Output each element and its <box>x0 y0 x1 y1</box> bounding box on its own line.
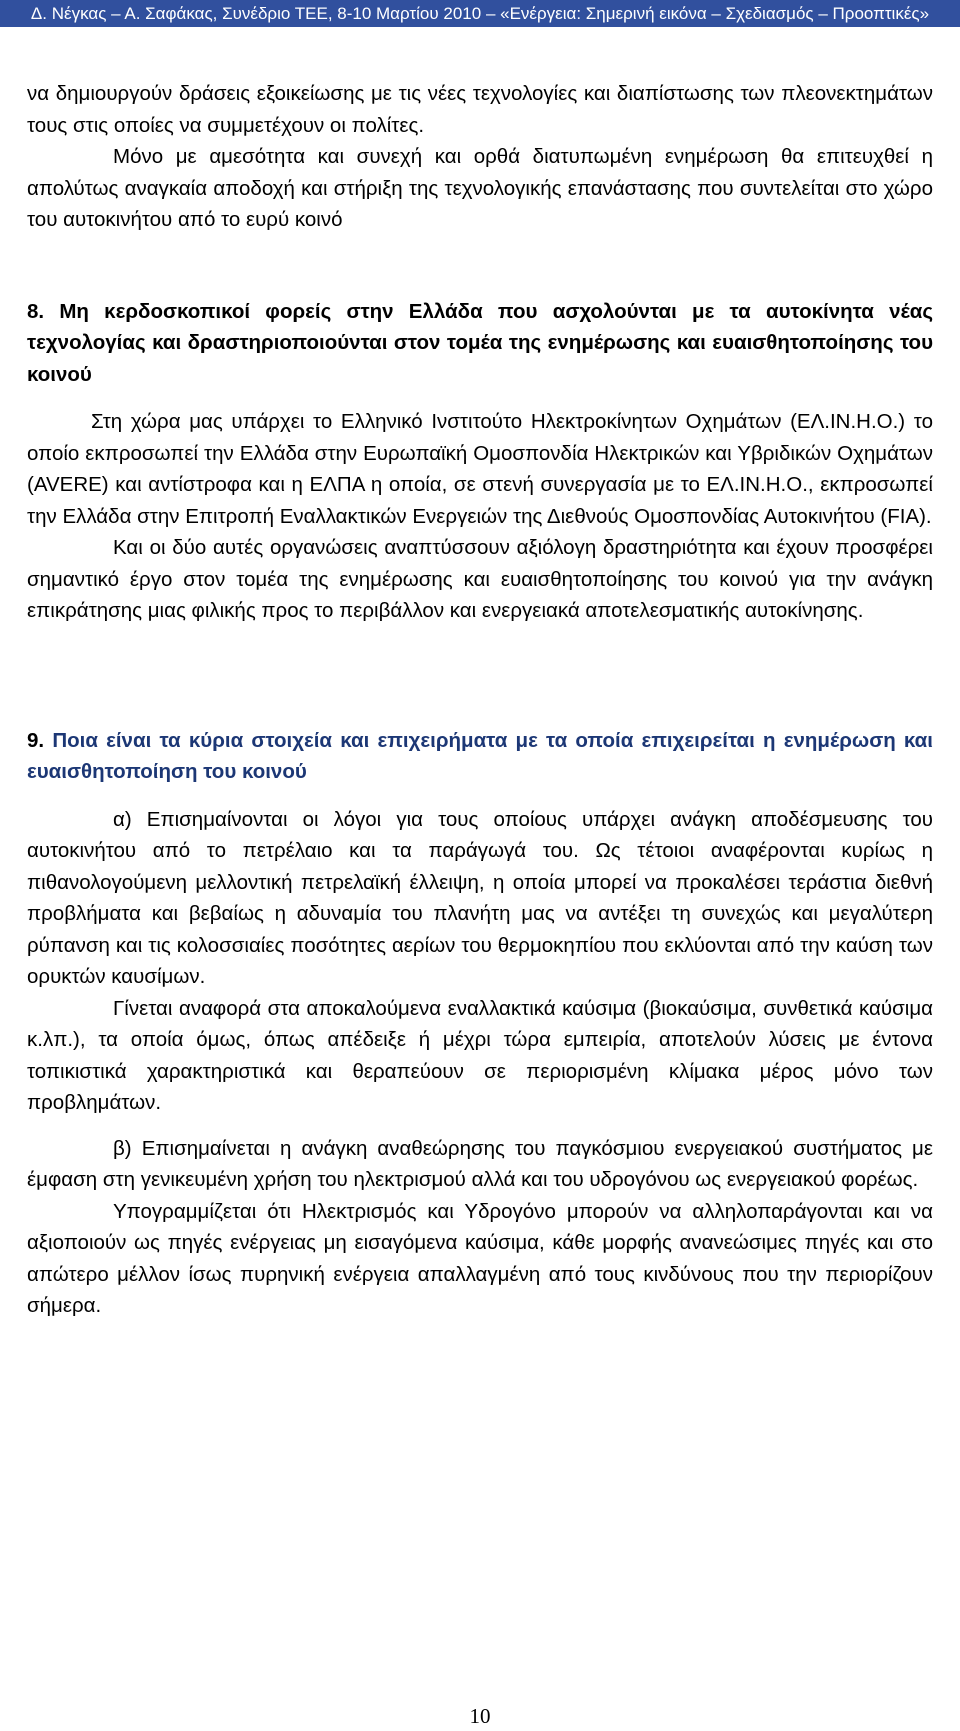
section-9-heading <box>27 725 933 788</box>
running-header <box>0 0 960 27</box>
section-9-number: 9. <box>27 728 45 752</box>
section-8-heading: 8. Μη κερδοσκοπικοί φορείς στην Ελλάδα που ασχολούνται με τα αυτοκίνητα νέας τεχνολογίας και δραστηριοποιούνται στον τομέα της ενημέρωσης και ευαισθητοποίησης του κοινού <box>27 299 933 386</box>
section-9-paragraph-b2: Υπογραμμίζεται ότι Ηλεκτρισμός και Υδρογόνο μπορούν να αλληλοπαράγονται και να αξιοποιούν ως πηγές ενέργειας μη εισαγόμενα καύσιμα, κάθε μορφής ανανεώσιμες πηγές και στο απώτερο μέλλον ίσως πυρηνική ενέργεια απαλλαγμένη από τους κινδύνους που την περιορίζουν σήμερα. <box>27 1199 933 1317</box>
page-number: 10 <box>469 1704 491 1728</box>
spacer <box>27 390 933 406</box>
section-8-paragraph-1: Στη χώρα μας υπάρχει το Ελληνικό Ινστιτούτο Ηλεκτροκίνητων Οχημάτων (ΕΛ.ΙΝ.Η.Ο.) το οποίο εκπροσωπεί την Ελλάδα στην Ευρωπαϊκή Ομοσπονδία Ηλεκτρικών και Υβριδικών Οχημάτων (AVERE) και αντίστροφα και η ΕΛΠΑ η οποία, σε στενή συνεργασία με το ΕΛ.ΙΝ.Η.Ο., εκπροσωπεί την Ελλάδα στην Επιτροπή Εναλλακτικών Ενεργειών της Διεθνούς Ομοσπονδίας Αυτοκινήτου (FIA). <box>27 410 933 528</box>
spacer <box>27 788 933 804</box>
section-9-paragraph-a2: Γίνεται αναφορά στα αποκαλούμενα εναλλακτικά καύσιμα (βιοκαύσιμα, συνθετικά καύσιμα κ.λπ.), τα οποία όμως, όπως απέδειξε ή μέχρι τώρα εμπειρία, αποτελούν λύσεις με έντονα τοπικιστικά χαρακτηριστικά και θεραπεύουν σε περιορισμένη κλίμακα μέρος μόνο των προβλημάτων. <box>27 996 933 1114</box>
spacer <box>27 1119 933 1133</box>
spacer <box>27 236 933 296</box>
section-9-paragraph-a1: α) Επισημαίνονται οι λόγοι για τους οποίους υπάρχει ανάγκη αποδέσμευσης του αυτοκινήτου από το πετρέλαιο και τα παράγωγά του. Ως τέτοιοι αναφέρονται κυρίως η πιθανολογούμενη μελλοντική πετρελαϊκή έλλειψη, η οποία μπορεί να προκαλέσει τεράστια διεθνή προβλήματα και βεβαίως η αδυναμία του πλανήτη μας να αντέξει τη συνεχώς και μεγαλύτερη ρύπανση και τις κολοσσιαίες ποσότητες αερίων του θερμοκηπίου που εκλύονται από την καύση των ορυκτών καυσίμων. <box>27 807 933 988</box>
intro-paragraph-2: Μόνο με αμεσότητα και συνεχή και ορθά διατυπωμένη ενημέρωση θα επιτευχθεί η απολύτως αναγκαία αποδοχή και στήριξη της τεχνολογικής επανάστασης που συντελείται στο χώρο του αυτοκινήτου από το ευρύ κοινό <box>27 145 933 231</box>
section-9-title: Ποια είναι τα κύρια στοιχεία και επιχειρήματα με τα οποία επιχειρείται η ενημέρωση και ευαισθητοποίηση του κοινού <box>27 728 933 783</box>
section-8-paragraph-2: Και οι δύο αυτές οργανώσεις αναπτύσσουν αξιόλογη δραστηριότητα και έχουν προσφέρει σημαντικό έργο στον τομέα της ενημέρωσης και ευαισθητοποίησης του κοινού για την ανάγκη επικράτησης μιας φιλικής προς το περιβάλλον και ενεργειακά αποτελεσματικής αυτοκίνησης. <box>27 536 933 622</box>
spacer <box>27 627 933 725</box>
section-9-paragraph-b1: β) Επισημαίνεται η ανάγκη αναθεώρησης του παγκόσμιου ενεργειακού συστήματος με έμφαση στη γενικευμένη χρήση του ηλεκτρισμού αλλά και του υδρογόνου ως ενεργειακού φορέως. <box>27 1136 933 1191</box>
running-header-text: Δ. Νέγκας – Α. Σαφάκας, Συνέδριο ΤΕΕ, 8-10 Μαρτίου 2010 – «Ενέργεια: Σημερινή εικόνα – Σχεδιασμός – Προοπτικές» <box>30 4 930 23</box>
document-body <box>27 78 933 1322</box>
intro-paragraph-1: να δημιουργούν δράσεις εξοικείωσης με τις νέες τεχνολογίες και διαπίστωσης των πλεονεκτημάτων τους στις οποίες να συμμετέχουν οι πολίτες. <box>27 82 933 137</box>
